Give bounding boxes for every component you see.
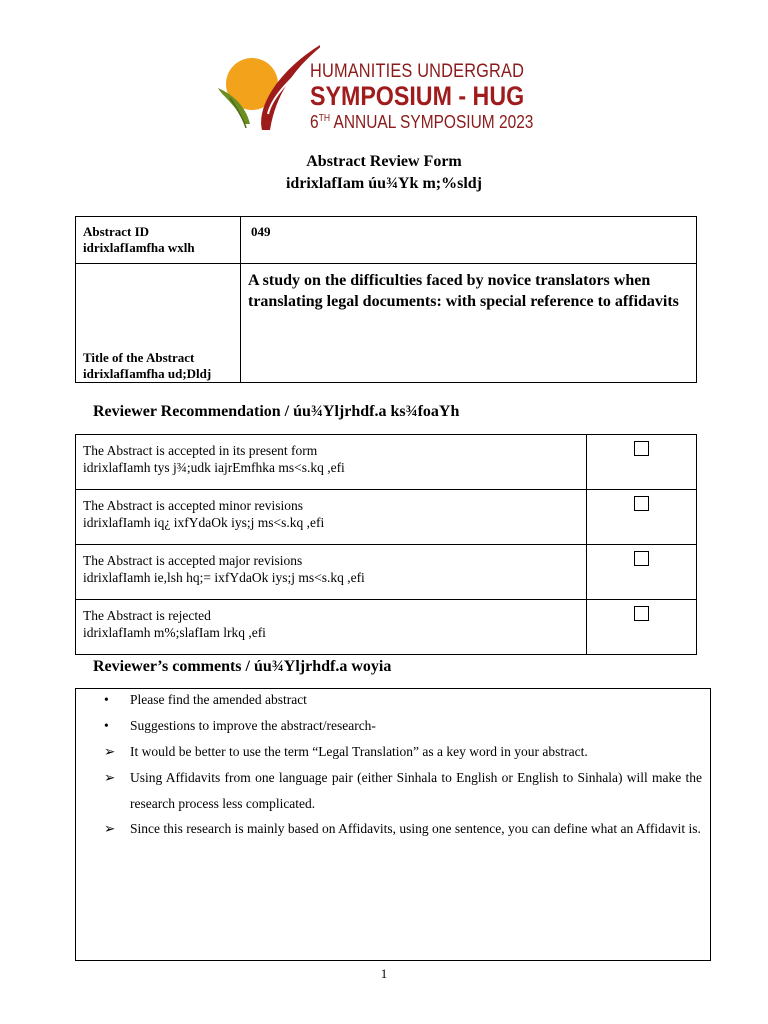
recommendation-heading: Reviewer Recommendation / úu¾Yljrhdf.a ks¾foaYh [93,403,460,420]
abstract-id-label-english: Abstract ID [83,224,150,239]
comment-item [76,816,702,842]
comment-item [76,713,702,739]
comment-text: It would be better to use the term “Legal Translation” as a key word in your abstract. [130,744,588,759]
bullet-icon: • [104,718,109,733]
abstract-title-row [76,264,697,383]
reject-checkbox[interactable] [634,606,649,621]
page-number: 1 [380,966,388,981]
arrow-bullet-icon: ➢ [104,744,116,759]
abstract-title-value-cell [241,264,697,383]
comment-text: Since this research is mainly based on Affidavits, using one sentence, you can define what an Affidavit is. [130,821,701,836]
recommendation-option-sinhala: idrixlafIamh tys j¾;udk iajrEmfhka ms<s.kq ,efi [83,460,345,475]
recommendation-table [75,434,697,655]
comment-text: Using Affidavits from one language pair (either Sinhala to English or English to Sinhala) will make the research process less complicated. [130,770,702,811]
form-title-sinhala: idrixlafIam úu¾Yk m;%sldj [285,175,483,192]
abstract-id-value: 049 [251,224,271,239]
arrow-bullet-icon: ➢ [104,821,116,836]
bullet-icon: • [104,692,109,707]
recommendation-option-english: The Abstract is accepted major revisions [83,553,303,568]
recommendation-option-english: The Abstract is accepted minor revisions [83,498,304,513]
logo-ordinal-suffix: TH [318,113,331,124]
comment-text: Suggestions to improve the abstract/research- [130,718,376,733]
accept-major-revisions-checkbox[interactable] [634,551,649,566]
abstract-id-label-cell [76,217,241,264]
comment-text: Please find the amended abstract [130,692,307,707]
accept-present-form-checkbox[interactable] [634,441,649,456]
abstract-title-label-cell [76,264,241,383]
recommendation-checkbox-cell [587,435,697,490]
form-title-english: Abstract Review Form [306,153,462,170]
logo-line-3-rest: ANNUAL SYMPOSIUM 2023 [330,112,534,132]
abstract-id-value-cell [241,217,697,264]
abstract-info-table [75,216,697,383]
logo-line-1: HUMANITIES UNDERGRAD [310,61,525,82]
recommendation-option-cell [76,490,587,545]
recommendation-row [76,490,697,545]
comment-item [76,739,702,765]
accept-minor-revisions-checkbox[interactable] [634,496,649,511]
recommendation-option-sinhala: idrixlafIamh ie,lsh hq;= ixfYdaOk iys;j ms<s.kq ,efi [83,570,365,585]
logo-text [310,62,570,131]
recommendation-checkbox-cell [587,490,697,545]
recommendation-checkbox-cell [587,545,697,600]
recommendation-row [76,435,697,490]
symposium-logo [210,36,540,136]
abstract-title-label-sinhala: idrixlafIamfha ud;Dldj [83,366,212,381]
recommendation-option-cell [76,435,587,490]
logo-line-3 [310,113,533,131]
arrow-bullet-icon: ➢ [104,770,116,785]
logo-ordinal: 6 [310,112,319,132]
comments-heading: Reviewer’s comments / úu¾Yljrhdf.a woyia [93,658,392,675]
comments-box [75,688,711,961]
abstract-id-row [76,217,697,264]
comment-item [76,765,702,817]
abstract-title-label-english: Title of the Abstract [83,350,195,365]
recommendation-checkbox-cell [587,600,697,655]
recommendation-option-sinhala: idrixlafIamh iq¿ ixfYdaOk iys;j ms<s.kq ,efi [83,515,325,530]
logo-line-2: SYMPOSIUM - HUG [310,81,525,111]
recommendation-option-english: The Abstract is rejected [83,608,211,623]
abstract-id-label-sinhala: idrixlafIamfha wxlh [83,240,195,255]
recommendation-option-cell [76,545,587,600]
recommendation-row [76,600,697,655]
recommendation-option-sinhala: idrixlafIamh m%;slafIam lrkq ,efi [83,625,266,640]
leaf-logo-icon [210,36,320,136]
recommendation-row [76,545,697,600]
recommendation-option-cell [76,600,587,655]
comment-item [76,687,702,713]
abstract-title-value: A study on the difficulties faced by novice translators when translating legal documents: with special reference to affidavits [248,272,679,310]
recommendation-option-english: The Abstract is accepted in its present form [83,443,318,458]
